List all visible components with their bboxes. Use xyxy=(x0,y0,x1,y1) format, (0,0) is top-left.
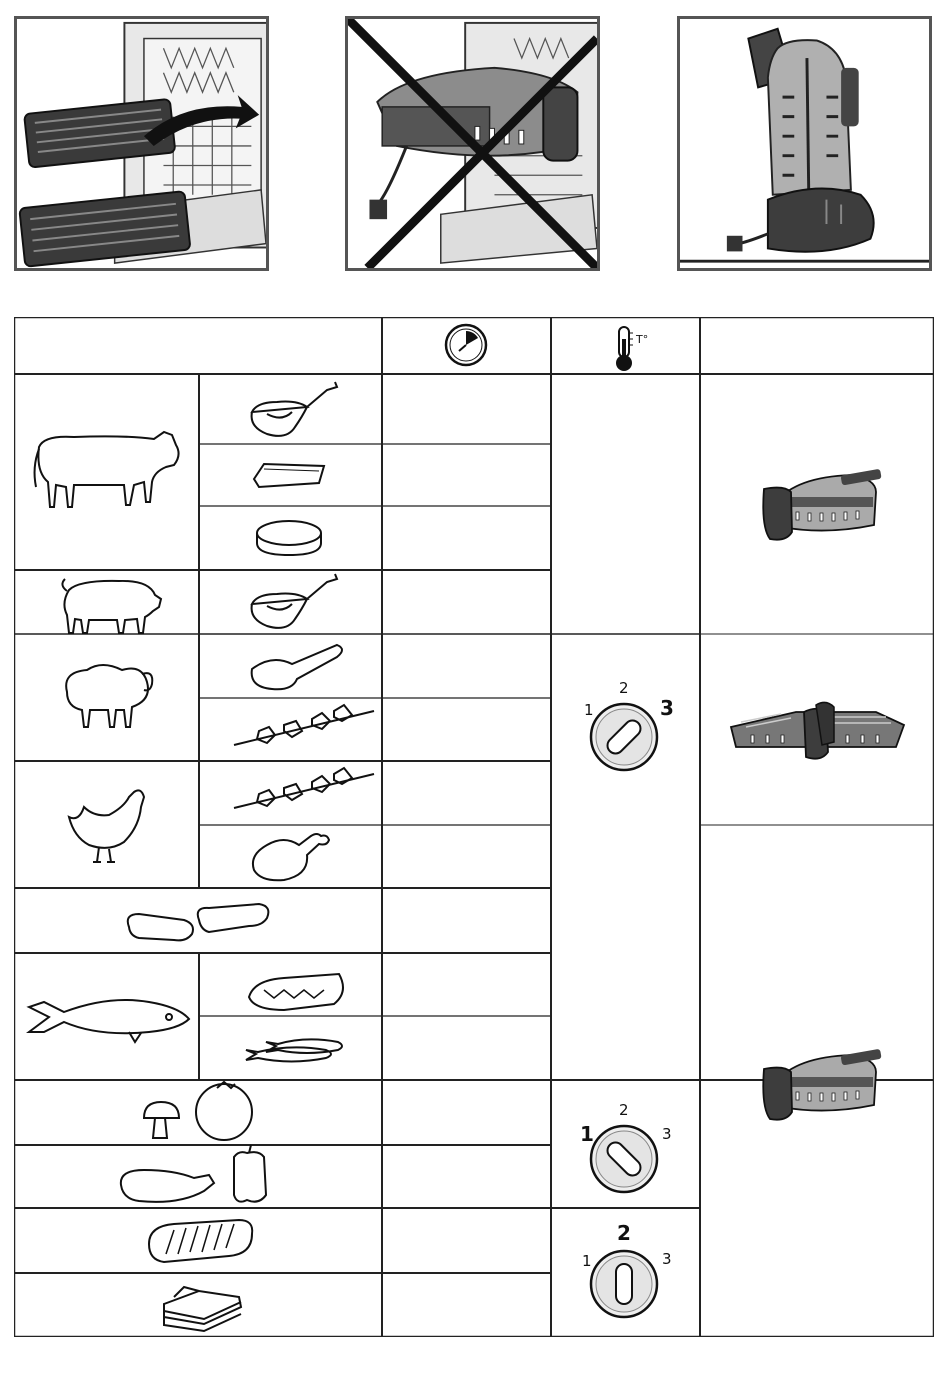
temperature-dial-3 xyxy=(582,1221,672,1317)
dishwasher-plates-icon xyxy=(17,19,266,268)
dial-1-label-1: 1 xyxy=(584,701,594,719)
burger-patty-icon xyxy=(257,521,321,555)
grill-closed-icon xyxy=(763,469,881,540)
chicken-icon xyxy=(69,790,144,862)
no-dishwasher-panel xyxy=(345,16,600,271)
dial-2-label-2: 2 xyxy=(619,1101,629,1119)
dial-3-label-1: 1 xyxy=(582,1252,592,1270)
dial-2-label-1: 1 xyxy=(580,1122,594,1146)
chicken-drumstick-icon xyxy=(253,834,329,880)
dial-1-label-3: 3 xyxy=(660,696,674,720)
toasted-sandwich-icon xyxy=(164,1287,241,1331)
table-lines xyxy=(14,317,934,1337)
dishwasher-plates-panel xyxy=(14,16,269,271)
panini-icon xyxy=(149,1220,252,1262)
thermometer-icon xyxy=(616,327,648,371)
temperature-label: T° xyxy=(636,333,649,346)
vertical-storage-icon xyxy=(680,19,929,268)
beef-icon xyxy=(35,432,179,507)
no-dishwasher-icon xyxy=(348,19,597,268)
chicken-skewer-icon xyxy=(234,768,374,808)
vertical-storage-panel xyxy=(677,16,932,271)
dial-2-label-3: 3 xyxy=(662,1125,672,1143)
mushroom-tomato-icon xyxy=(144,1082,252,1140)
grill-open-flat-icon xyxy=(731,702,904,758)
cooking-guide-table xyxy=(14,317,934,1337)
pork-chop-icon xyxy=(252,574,337,628)
fish-icon xyxy=(29,1000,189,1042)
cooking-guide-grid xyxy=(14,317,934,1337)
temperature-dial-1 xyxy=(584,679,674,770)
steak-fillet-icon xyxy=(254,464,324,487)
lamb-chop-icon xyxy=(252,645,342,689)
dial-3-label-3: 3 xyxy=(662,1250,672,1268)
dial-1-label-2: 2 xyxy=(619,679,629,697)
temperature-dial-2 xyxy=(580,1101,672,1192)
t-bone-steak-icon xyxy=(252,382,337,436)
sardines-icon xyxy=(246,1039,342,1061)
grill-closed-icon xyxy=(763,1049,881,1120)
lamb-skewer-icon xyxy=(234,705,374,745)
sausages-icon xyxy=(128,904,269,940)
lamb-icon xyxy=(66,665,152,727)
dial-3-label-2: 2 xyxy=(617,1221,631,1245)
clock-icon xyxy=(446,325,486,365)
fish-fillet-icon xyxy=(249,974,343,1010)
eggplant-pepper-icon xyxy=(121,1145,266,1202)
pork-icon xyxy=(62,579,161,633)
